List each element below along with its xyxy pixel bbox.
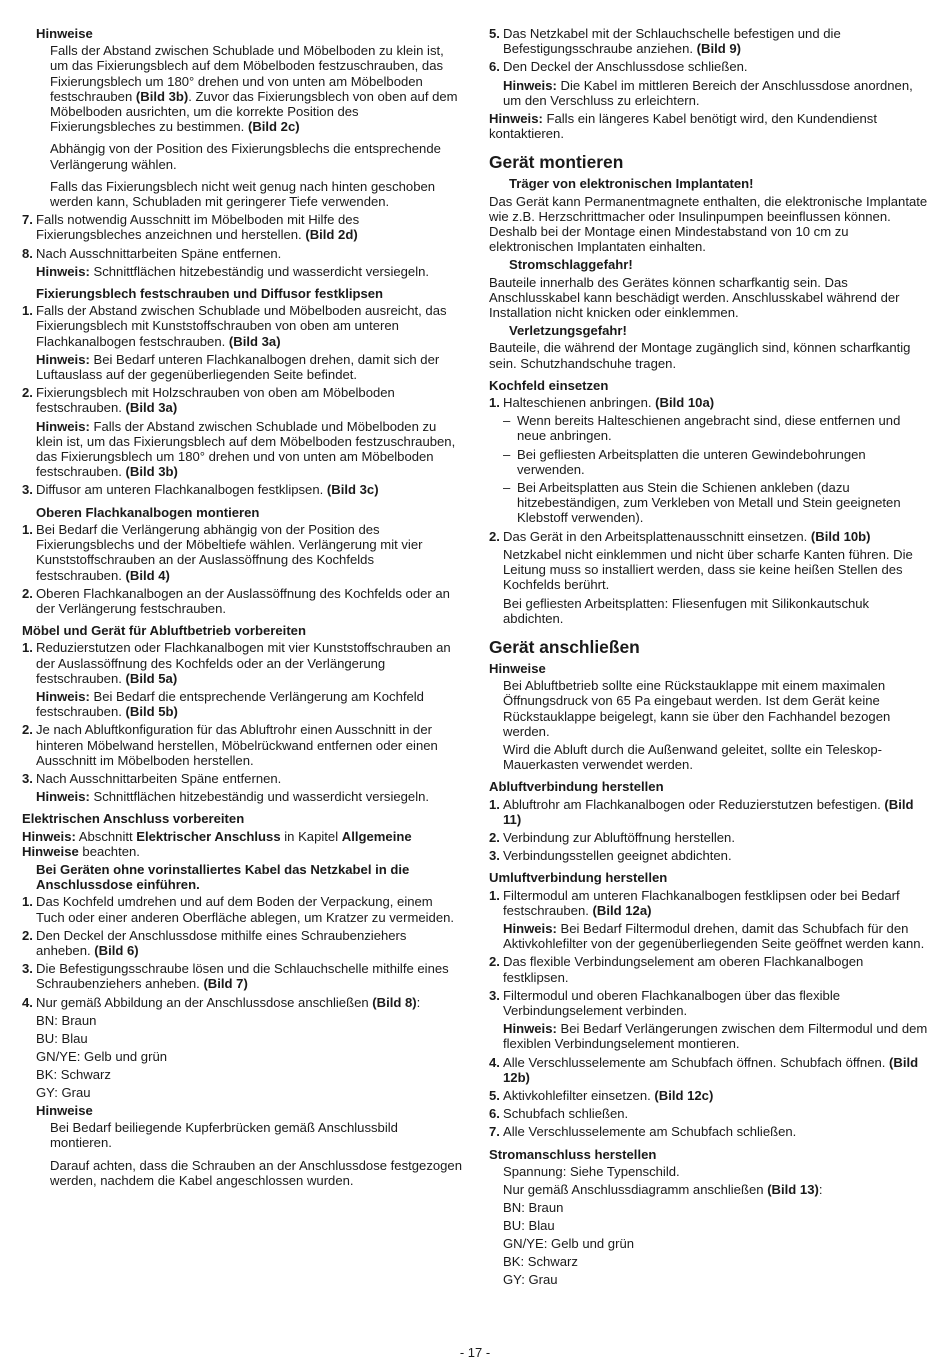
paragraph: Netzkabel nicht einklemmen und nicht über scharfe Kanten führen. Die Leitung muss so installiert werden, dass sie keine heißen Stellen des Kochfelds berührt. [503,546,913,593]
step-moebel-1: 1. Reduzierstutzen oder Flachkanalbogen mit vier Kunststoffschrauben an der Auslassöffnung des Kochfelds oder an der Verlängerung festschrauben. (Bild 5a) [22,640,451,686]
note: Hinweis: Die Kabel im mittleren Bereich der Anschlussdose anordnen, um den Verschluss zu erleichtern. [503,77,913,108]
step-moebel-2: 2. Je nach Abluftkonfiguration für das Abluftrohr einen Ausschnitt in der hinteren Möbelwand herstellen, Möbelrückwand entfernen oder einen Ausschnitt im Möbelboden herstellen. [22,722,438,768]
note: Hinweis: Bei Bedarf unteren Flachkanalbogen drehen, damit sich der Luftauslass auf der gegenüberliegenden Seite befindet. [36,351,440,383]
section-heading-fixierungsblech: Fixierungsblech festschrauben und Diffusor festklipsen [36,286,384,302]
step-umluft-1: 1. Filtermodul am unteren Flachkanalbogen festklipsen oder bei Bedarf festschrauben. (Bild 12a) [489,887,900,918]
step-oben-1: 1. Bei Bedarf die Verlängerung abhängig von der Position des Fixierungsblechs und der Möbeltiefe wählen. Verlängerung mit vier Kunststoffschrauben an der Auslassöffnung des Kochfelds festschrauben. (Bild 4) [22,521,423,583]
dash-item: – Bei Arbeitsplatten aus Stein die Schienen ankleben (dazu hitzebeständigen, zum Verkleben von Metall und Stein geeigneten Klebstoff verwenden). [503,480,901,526]
hinweise-heading: Hinweise [36,26,93,41]
list-item: BK: Schwarz [36,1066,111,1082]
step-umluft-6: 6. Schubfach schließen. [489,1106,629,1122]
step-abluft-1: 1. Abluftrohr am Flachkanalbogen oder Reduzierstutzen befestigen. (Bild 11) [489,796,914,827]
list-item: GY: Grau [503,1272,558,1288]
hinweise-heading: Hinweise [36,1102,93,1118]
section-heading-kochfeld-einsetzen: Kochfeld einsetzen [489,377,609,393]
warning-heading: Stromschlaggefahr! [509,257,633,273]
paragraph: Falls der Abstand zwischen Schublade und Möbelboden zu klein ist, um das Fixierungsblech auf dem Möbelboden festzuschrauben, das Fixierungsblech um 180° drehen und von unten am Möbelboden festschrauben (Bild 3b). Zuvor das Fixierungsblech von oben auf dem Möbelboden ausrichten, um die korrekte Position des Fixierungsbleches zu bestimmen. (Bild 2c) [50,43,458,135]
warning-text: Bauteile, die während der Montage zugänglich sind, können scharfkantig sein. Schutzhandschuhe tragen. [489,340,911,371]
list-item: BU: Blau [503,1218,555,1234]
paragraph: Bei gefliesten Arbeitsplatten: Fliesenfugen mit Silikonkautschuk abdichten. [503,595,870,626]
section-heading-stromanschluss: Stromanschluss herstellen [489,1146,657,1162]
step-oben-2: 2. Oberen Flachkanalbogen an der Auslassöffnung des Kochfelds oder an der Verlängerung festschrauben. [22,585,450,616]
section-heading-oberen-flachkanalbogen: Oberen Flachkanalbogen montieren [36,504,260,520]
hinweise-heading: Hinweise [489,660,546,676]
paragraph: Spannung: Siehe Typenschild. [503,1163,680,1179]
list-item: GY: Grau [36,1084,91,1100]
step-fix-1: 1. Falls der Abstand zwischen Schublade und Möbelboden ausreicht, das Fixierungsblech mit Kunststoffschrauben von oben am unteren Flachkanalbogen festschrauben. (Bild 3a) [22,303,447,349]
bold-instruction: Bei Geräten ohne vorinstalliertes Kabel das Netzkabel in die Anschlussdose einführen. [36,861,410,893]
note: Hinweis: Schnittflächen hitzebeständig und wasserdicht versiegeln. [36,789,430,805]
step-koch-1: 1. Halteschienen anbringen. (Bild 10a) [489,395,715,411]
page-number: - 17 - [459,1345,491,1360]
step-abluft-2: 2. Verbindung zur Abluftöffnung herstellen. [489,829,735,845]
step-8: 8. Nach Ausschnittarbeiten Späne entfernen. [22,245,282,261]
step-5: 5. Das Netzkabel mit der Schlauchschelle befestigen und die Befestigungsschraube anziehen. (Bild 9) [489,26,841,57]
list-item: GN/YE: Gelb und grün [503,1236,635,1252]
dash-item: – Wenn bereits Halteschienen angebracht sind, diese entfernen und neue anbringen. [503,413,901,444]
step-6: 6. Den Deckel der Anschlussdose schließen. [489,59,748,75]
left-column [22,26,462,1191]
step-umluft-2: 2. Das flexible Verbindungselement am oberen Flachkanalbogen festklipsen. [489,954,864,985]
paragraph: Abhängig von der Position des Fixierungsblechs die entsprechende Verlängerung wählen. [50,141,441,172]
warning-text: Das Gerät kann Permanentmagnete enthalten, die elektronische Implantate wie z.B. Herzschrittmacher oder Insulinpumpen beeinflussen können. Deshalb bei der Montage einen Mindestabstand von 10 cm zu elektronischen Implantaten einhalten. [489,193,928,255]
step-moebel-3: 3. Nach Ausschnittarbeiten Späne entfernen. [22,770,282,786]
step-elek-1: 1. Das Kochfeld umdrehen und auf dem Boden der Verpackung, einem Tuch oder einer anderen Oberfläche ablegen, um Kratzer zu vermeiden. [22,894,455,925]
section-title-geraet-anschliessen: Gerät anschließen [489,636,640,657]
paragraph: Falls das Fixierungsblech nicht weit genug nach hinten geschoben werden kann, Schubladen mit geringerer Tiefe verwenden. [50,178,436,210]
section-heading-umluftverbindung: Umluftverbindung herstellen [489,870,668,886]
section-heading-abluftbetrieb: Möbel und Gerät für Abluftbetrieb vorbereiten [22,623,306,639]
paragraph: Bei Bedarf beiliegende Kupferbrücken gemäß Anschlussbild montieren. [50,1120,398,1151]
right-column [489,26,929,1290]
paragraph: Darauf achten, dass die Schrauben an der Anschlussdose festgezogen werden, nachdem die Kabel angeschlossen wurden. [50,1157,462,1188]
note: Hinweis: Bei Bedarf die entsprechende Verlängerung am Kochfeld festschrauben. (Bild 5b) [36,688,424,720]
paragraph: Wird die Abluft durch die Außenwand geleitet, sollte ein Teleskop-Mauerkasten verwendet werden. [503,741,882,773]
note: Hinweis: Bei Bedarf Verlängerungen zwischen dem Filtermodul und dem flexiblen Verbindungselement montieren. [503,1021,928,1052]
step-elek-2: 2. Den Deckel der Anschlussdose mithilfe eines Schraubenziehers anheben. (Bild 6) [22,927,407,958]
paragraph: Bei Abluftbetrieb sollte eine Rückstauklappe mit einem maximalen Öffnungsdruck von 65 Pa eingebaut werden. Ist dem Gerät keine Rückstauklappe beigelegt, kann sie über den Fachhandel bezogen werden. [503,678,891,739]
step-abluft-3: 3. Verbindungsstellen geeignet abdichten. [489,848,732,864]
list-item: GN/YE: Gelb und grün [36,1048,168,1064]
step-elek-3: 3. Die Befestigungsschraube lösen und die Schlauchschelle mithilfe eines Schraubenziehers anheben. (Bild 7) [22,961,449,992]
paragraph: Nur gemäß Anschlussdiagramm anschließen (Bild 13): [503,1182,823,1197]
section-title-geraet-montieren: Gerät montieren [489,152,624,173]
dash-item: – Bei gefliesten Arbeitsplatten die unteren Gewindebohrungen verwenden. [503,446,866,477]
step-fix-3: 3. Diffusor am unteren Flachkanalbogen festklipsen. (Bild 3c) [22,482,379,498]
step-elek-4: 4. Nur gemäß Abbildung an der Anschlussdose anschließen (Bild 8): [22,994,421,1010]
list-item: BU: Blau [36,1030,88,1046]
warning-heading: Verletzungsgefahr! [509,323,627,339]
step-umluft-7: 7. Alle Verschlusselemente am Schubfach schließen. [489,1124,797,1140]
note: Hinweis: Bei Bedarf Filtermodul drehen, damit das Schubfach für den Aktivkohlefilter von der gegenüberliegenden Seite geöffnet werden kann. [503,920,925,952]
step-umluft-5: 5. Aktivkohlefilter einsetzen. (Bild 12c) [489,1087,714,1103]
wire-color-list [36,1013,462,1100]
list-item: BN: Braun [503,1200,564,1216]
list-item: BN: Braun [36,1012,97,1028]
wire-color-list [503,1200,929,1287]
step-fix-2: 2. Fixierungsblech mit Holzschrauben von oben am Möbelboden festschrauben. (Bild 3a) [22,385,395,416]
step-7: 7. Falls notwendig Ausschnitt im Möbelboden mit Hilfe des Fixierungsbleches anzeichnen und herstellen. (Bild 2d) [22,212,360,243]
note: Hinweis: Falls ein längeres Kabel benötigt wird, den Kundendienst kontaktieren. [489,111,877,142]
step-umluft-4: 4. Alle Verschlusselemente am Schubfach öffnen. Schubfach öffnen. (Bild 12b) [489,1054,919,1085]
step-umluft-3: 3. Filtermodul und oberen Flachkanalbogen über das flexible Verbindungselement verbinden. [489,987,841,1018]
step-koch-2: 2. Das Gerät in den Arbeitsplattenausschnitt einsetzen. (Bild 10b) [489,528,871,544]
warning-heading: Träger von elektronischen Implantaten! [509,176,754,192]
note: Hinweis: Abschnitt Elektrischer Anschluss in Kapitel Allgemeine Hinweise beachten. [22,828,412,859]
note: Hinweis: Schnittflächen hitzebeständig und wasserdicht versiegeln. [36,263,430,279]
warning-text: Bauteile innerhalb des Gerätes können scharfkantig sein. Das Anschlusskabel kann beschädigt werden. Anschlusskabel während der Installation nicht knicken oder einklemmen. [489,274,900,321]
list-item: BK: Schwarz [503,1254,578,1270]
note: Hinweis: Falls der Abstand zwischen Schublade und Möbelboden zu klein ist, um das Fixierungsblech auf dem Möbelboden festzuschrauben, das Fixierungsblech um 180° drehen und von unten am Möbelboden festschrauben. (Bild 3b) [36,418,456,480]
section-heading-abluftverbindung: Abluftverbindung herstellen [489,779,664,795]
section-heading-elektrischer-anschluss: Elektrischen Anschluss vorbereiten [22,811,245,827]
